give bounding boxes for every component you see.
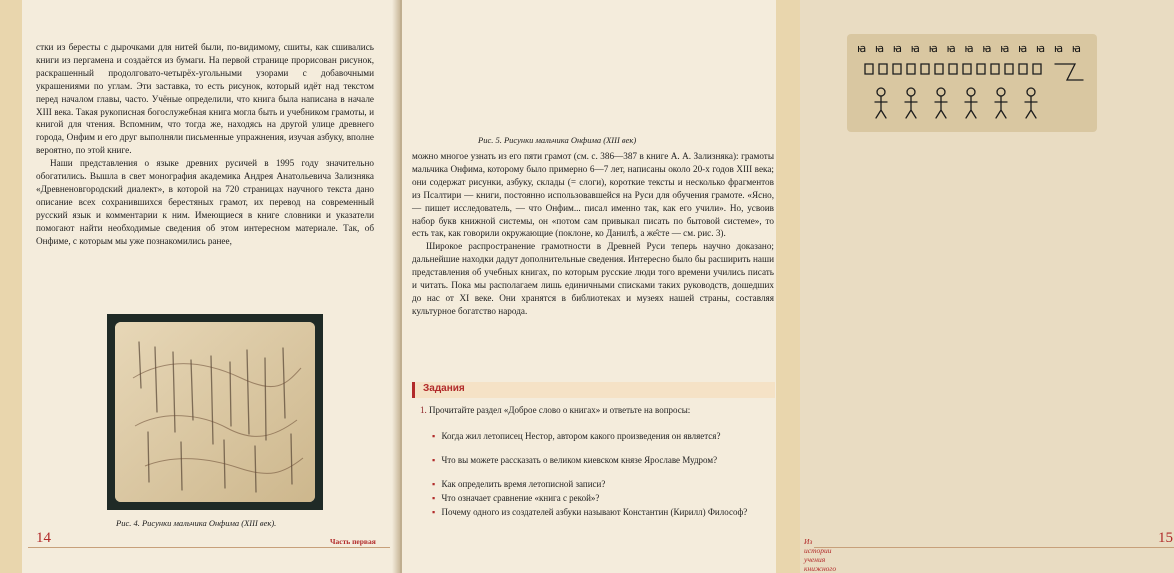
right-paragraph-2: Широкое распространение грамотности в Древней Руси теперь научно доказано; дальнейшие находки дадут дополнительные сведения. Интересно было бы расширить наши представления об учебных книгах, по которым русские люди того времени учились писать и читать. Пока мы располагаем лишь единичными списками таких руководств, дошедших до нас от XI веке. Они хранятся в библиотеках и музеях нашей страны, составляя культурное богатство народа. xyxy=(412,241,774,316)
birch-bark-artifact xyxy=(115,322,315,502)
figure-5-drawing xyxy=(847,34,1097,132)
question-3-text: Как определить время летописной записи? xyxy=(441,479,606,489)
question-1 xyxy=(432,430,762,442)
task-1-text: Прочитайте раздел «Доброе слово о книгах» и ответьте на вопросы: xyxy=(429,405,691,415)
footer-line-right xyxy=(814,547,1174,548)
left-body-text xyxy=(36,41,374,248)
figure-4-caption: Рис. 4. Рисунки мальчика Онфима (XIII век). xyxy=(116,518,277,528)
left-footer-title: Часть первая xyxy=(330,537,376,546)
left-paragraph-1: стки из бересты с дырочками для нитей были, по-видимому, сшиты, как сшивались книги из пергамена и создаётся из бумаги. На первой странице прорисован рисунок, раскрашенный продолговато-четырёх-угольными узорами с добавочными украшениями по углам. Эти заставка, то есть рисунок, который идёт над текстом перед началом главы, часто. Учёные определили, что книга была написана в начале XIII века. Такая рукописная богослужебная книга могла быть и учебником грамоты, и книгой для чтения. Вспомним, что тогда же, находясь на другой улице древнего города, Онфим и его друг выполняли письменные упражнения, изучая азбуку, вполне вероятно, по этой книге. xyxy=(36,42,374,156)
bullet-icon: ▪ xyxy=(432,507,436,517)
footer-line-left xyxy=(28,547,390,548)
question-1-text: Когда жил летописец Нестор, автором какого произведения он является? xyxy=(441,431,721,441)
tasks-title: Задания xyxy=(423,383,465,394)
left-margin-band xyxy=(0,0,22,573)
right-body-text xyxy=(412,150,774,318)
question-2 xyxy=(432,454,762,466)
left-page xyxy=(0,0,398,573)
figure-5-caption: Рис. 5. Рисунки мальчика Онфима (XIII век) xyxy=(478,135,637,145)
birch-bark-scratches xyxy=(115,322,315,502)
right-page xyxy=(402,0,1173,573)
left-page-number: 14 xyxy=(36,530,51,546)
left-paragraph-2: Наши представления о языке древних русичей в 1995 году значительно обогатились. Вышла в свет монография академика Андрея Анатольевича Зализняка «Древненовгородский диалект», в которой на 720 страницах научного текста дано описание всех сохранившихся берестяных грамот, их перевод на современный русский язык и комментарии к ним. Имеющиеся в книге словники и указатели помогают найти необходимые сведения об этом интересном материале. Так, об Онфиме, с которым мы уже познакомились ранее, xyxy=(36,158,374,246)
bullet-icon: ▪ xyxy=(432,431,436,441)
question-4 xyxy=(432,492,762,504)
question-5 xyxy=(432,506,762,518)
question-4-text: Что означает сравнение «книга с рекой»? xyxy=(441,493,600,503)
right-footer-title: Из истории учения книжного xyxy=(804,537,837,573)
tasks-header xyxy=(412,382,775,398)
bullet-icon: ▪ xyxy=(432,455,436,465)
figure-4-photo xyxy=(107,314,323,510)
bullet-icon: ▪ xyxy=(432,479,436,489)
bullet-icon: ▪ xyxy=(432,493,436,503)
question-2-text: Что вы можете рассказать о великом киевском князе Ярославе Мудром? xyxy=(441,455,718,465)
figure-5-birch-bark xyxy=(847,34,1097,132)
right-paragraph-1: можно многое узнать из его пяти грамот (см. с. 386—387 в книге А. А. Зализняка): грамоты мальчика Онфима, которому было примерно 6—7 лет, написаны около 20-х годов XIII века; они содержат рисунки, азбуку, склады (= слоги), короткие тексты и несколько фрагментов из Псалтири — книги, постоянно использовавшейся на Руси для обучения грамоте. «Ясно, — пишет исследователь, — что Онфим... писал именно так, как его учили». Но, усвоив набор букв книжной системы, он «потом сам привыкал писать по бытовой системе», то есть так, как говорили окружающие (поклоне, ко Данилѣ, а же̑сте — см. рис. 3). xyxy=(412,151,774,239)
question-3 xyxy=(432,478,762,490)
task-1-number: 1. xyxy=(420,405,427,415)
figure-5-script-line: ꙗ ꙗ ꙗ ꙗ ꙗ ꙗ ꙗ ꙗ ꙗ ꙗ ꙗ ꙗ ꙗ xyxy=(857,42,1082,55)
task-1-intro xyxy=(420,404,764,416)
right-page-number: 15 xyxy=(1158,530,1173,546)
question-5-text: Почему одного из создателей азбуки называют Константин (Кирилл) Философ? xyxy=(441,507,748,517)
right-margin-band xyxy=(776,0,800,573)
